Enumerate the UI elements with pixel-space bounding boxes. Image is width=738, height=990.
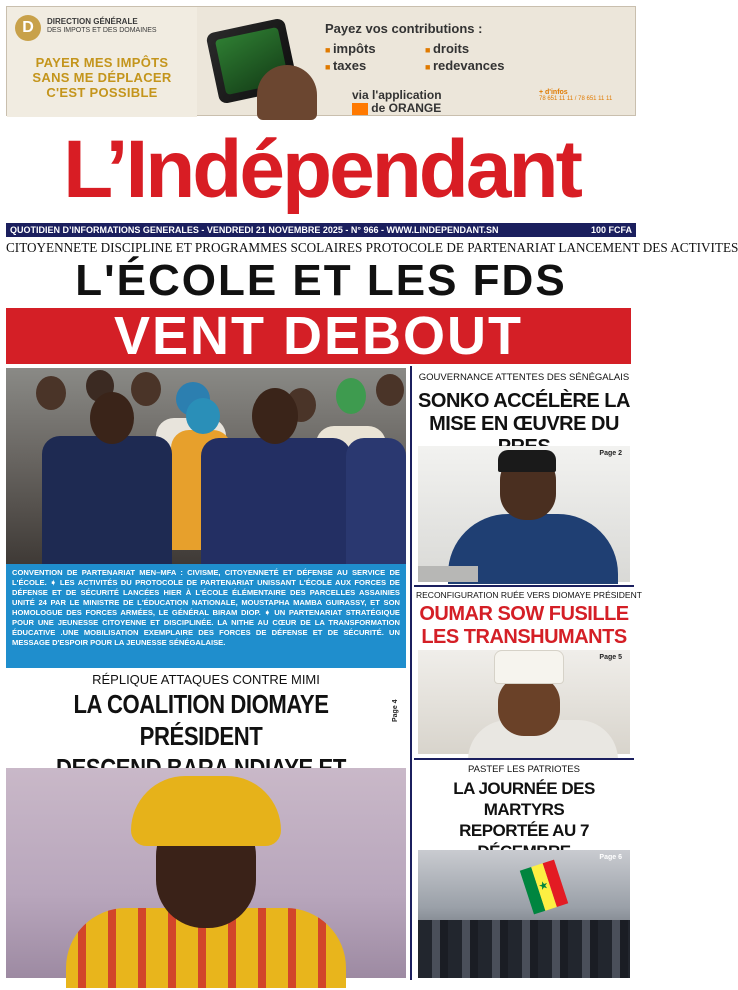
- story-separator: [414, 585, 634, 587]
- newspaper-masthead: L’Indépendant: [63, 124, 580, 215]
- ad-info-label: + d'infos: [539, 89, 568, 96]
- ad-via: [352, 89, 442, 115]
- lead-headline-line1[interactable]: L'ÉCOLE ET LES FDS: [75, 256, 567, 305]
- photo-figure: [131, 372, 161, 406]
- headline-line: SONKO ACCÉLÈRE LA: [418, 390, 630, 412]
- top-advertisement[interactable]: [6, 6, 636, 116]
- ad-org-line1: DIRECTION GÉNÉRALE: [47, 17, 138, 26]
- headline-line: REPORTÉE AU 7: [459, 821, 589, 840]
- page-ref: Page 2: [599, 450, 622, 457]
- ad-via-line2-text: de ORANGE: [371, 101, 442, 115]
- lead-headline-line2: VENT DEBOUT: [113, 306, 524, 366]
- page-ref: Page 3: [638, 317, 645, 352]
- ad-left-panel: [7, 7, 197, 117]
- sidebar-story-photo[interactable]: [418, 850, 630, 978]
- headline-line: MISE EN ŒUVRE DU: [429, 413, 619, 435]
- senegal-flag-icon: ★: [520, 860, 568, 915]
- ad-via-line2: [352, 102, 442, 115]
- photo-figure: [42, 436, 172, 566]
- photo-figure: [336, 378, 366, 414]
- ad-via-line1: via l'application: [352, 88, 442, 102]
- page-ref: Page 6: [599, 854, 622, 861]
- photo-figure: [90, 392, 134, 444]
- photo-figure: [418, 920, 630, 978]
- ad-slogan: PAYER MES IMPÔTS SANS ME DÉPLACER C'EST POSSIBLE: [32, 55, 172, 100]
- photo-figure: [418, 566, 478, 582]
- masthead-info-bar: [6, 223, 636, 237]
- page-ref: Page 5: [599, 654, 622, 661]
- sidebar-story-headline[interactable]: [416, 603, 632, 649]
- coalition-headline-line1: LA COALITION DIOMAYE PRÉSIDENT: [73, 689, 329, 751]
- photo-figure: [346, 438, 406, 568]
- hand-image: [257, 65, 317, 120]
- ad-info: [539, 89, 612, 103]
- photo-figure: [201, 438, 351, 568]
- lead-caption: CONVENTION DE PARTENARIAT MEN–MFA : CIVISME, CITOYENNETÉ ET DÉFENSE AU SERVICE DE L'ÉCOLE. ➧ LES ACTIVITÉS DU PROTOCOLE DE PARTENARIAT UNISSANT L'ÉCOLE AUX FORCES DE DÉFENSE ET DE SÉCURITÉ LANCÉES HIER À L'ÉCOLE ÉLÉMENTAIRE DES PARCELLES ASSAINIES UNITÉ 24 PAR LE MINISTRE DE L'ÉDUCATION NATIONALE, MOUSTAPHA MAMBA GUIRASSY, ET SON HOMOLOGUE DES FORCES ARMÉES, LE GÉNÉRAL BIRAM DIOP. ➧ UN PARTENARIAT STRATÉGIQUE POUR UNE JEUNESSE CITOYENNE ET DISCIPLINÉE. LA NITHE AU CŒUR DE LA TRANSFORMATION ÉDUCATIVE .UNE MOBILISATION EXEMPLAIRE DES FORCES DE DÉFENSE ET DE SÉCURITÉ. UN MESSAGE D'ESPOIR POUR LA JEUNESSE SÉNÉGALAISE.: [6, 564, 406, 668]
- lead-photo[interactable]: [6, 368, 406, 564]
- sidebar-story-photo[interactable]: [418, 650, 630, 754]
- page-ref: Page 4: [392, 699, 399, 722]
- photo-figure: [186, 398, 220, 434]
- ad-title: Payez vos contributions :: [325, 21, 483, 36]
- coalition-kicker: RÉPLIQUE ATTAQUES CONTRE MIMI: [92, 672, 320, 687]
- photo-figure: [131, 776, 281, 846]
- ad-item: ■ taxes: [325, 58, 425, 75]
- ad-item: ■ impôts: [325, 41, 425, 58]
- headline-line: LES TRANSHUMANTS: [421, 626, 627, 648]
- photo-figure: [498, 676, 560, 736]
- sidebar-story-photo[interactable]: [418, 446, 630, 582]
- lead-kicker: CITOYENNETE DISCIPLINE ET PROGRAMMES SCOLAIRES PROTOCOLE DE PARTENARIAT LANCEMENT DES ACTIVITES: [6, 240, 738, 255]
- orange-logo-icon: [352, 103, 368, 115]
- sidebar-story-kicker: RECONFIGURATION RUÉE VERS DIOMAYE PRÉSIDENT: [416, 590, 642, 600]
- lead-headline-banner[interactable]: [6, 306, 645, 366]
- sidebar-story-kicker: GOUVERNANCE ATTENTES DES SÉNÉGALAIS: [418, 372, 630, 383]
- ad-org-line2: DES IMPOTS ET DES DOMAINES: [47, 27, 157, 34]
- ad-items-list: [325, 41, 575, 75]
- photo-figure: [498, 450, 556, 472]
- dgid-logo: D: [15, 15, 41, 41]
- coalition-photo[interactable]: [6, 768, 406, 978]
- ad-item: ■ droits: [425, 41, 565, 58]
- ad-info-numbers: 78 651 11 11 / 78 651 11 11: [539, 96, 613, 102]
- sidebar-story-kicker: PASTEF LES PATRIOTES: [468, 764, 580, 775]
- column-divider: [410, 366, 412, 980]
- ad-organization: [47, 17, 197, 35]
- photo-figure: [252, 388, 298, 444]
- price-tag: 100 FCFA: [590, 225, 632, 235]
- headline-line: OUMAR SOW FUSILLE: [419, 603, 629, 625]
- story-separator: [414, 758, 634, 760]
- photo-figure: [36, 376, 66, 410]
- photo-figure: [376, 374, 404, 406]
- ad-item: ■ redevances: [425, 58, 565, 75]
- headline-line: LA JOURNÉE DES MARTYRS: [453, 779, 595, 819]
- photo-figure: [494, 650, 564, 684]
- issue-info: QUOTIDIEN D’INFORMATIONS GENERALES - VENDREDI 21 NOVEMBRE 2025 - N° 966 - WWW.LINDEPENDANT.SN: [10, 225, 499, 235]
